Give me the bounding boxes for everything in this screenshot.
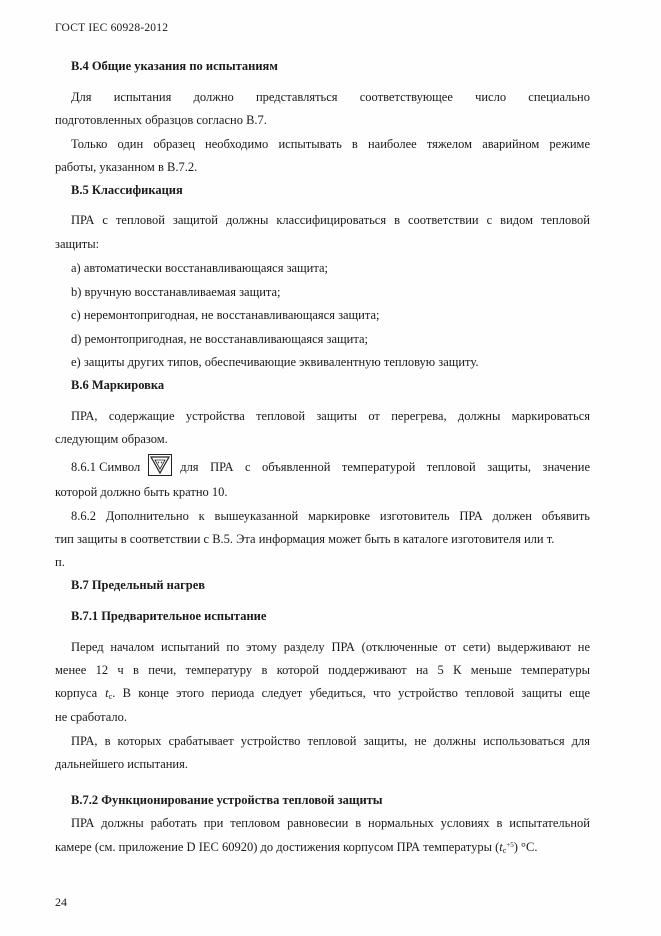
paragraph-line: ПРА с тепловой защитой должны классифицироваться в соответствии с видом тепловой — [71, 213, 590, 227]
paragraph-line: дальнейшего испытания. — [55, 757, 188, 771]
paragraph-line-temperature — [55, 840, 538, 855]
paragraph-line: 8.6.2 Дополнительно к вышеуказанной маркировке изготовитель ПРА должен объявить — [71, 509, 590, 523]
document-header: ГОСТ IEC 60928-2012 — [55, 22, 169, 34]
paragraph-line-tc — [55, 686, 590, 701]
subsection-title-b72: В.7.2 Функционирование устройства тепловой защиты — [71, 793, 383, 807]
text-fragment: . В конце этого периода следует убедиться, что устройство тепловой защиты еще — [112, 686, 590, 700]
section-title-b5: В.5 Классификация — [71, 183, 183, 197]
temperature-subscript: c — [108, 692, 113, 701]
list-item: b) вручную восстанавливаемая защита; — [71, 285, 281, 299]
temperature-tolerance: +5 — [506, 841, 514, 849]
symbol-line — [71, 456, 590, 478]
paragraph-line: тип защиты в соответствии с В.5. Эта информация может быть в каталоге изготовителя или т. — [55, 532, 555, 546]
thermal-protection-triangle-icon — [148, 454, 172, 476]
text-fragment: камере (см. приложение D IEC 60920) до достижения корпусом ПРА температуры ( — [55, 840, 500, 854]
list-item: e) защиты других типов, обеспечивающие эквивалентную тепловую защиту. — [71, 355, 479, 369]
paragraph-line: не сработало. — [55, 710, 128, 724]
text-fragment: ) °С. — [513, 840, 538, 854]
list-item: d) ремонтопригодная, не восстанавливающаяся защита; — [71, 332, 368, 346]
paragraph-line: Только один образец необходимо испытывать в наиболее тяжелом аварийном режиме — [71, 137, 590, 151]
paragraph-line: Для испытания должно представляться соответствующее число специально — [71, 90, 590, 104]
paragraph-line: п. — [55, 555, 65, 569]
temperature-variable: t — [105, 686, 109, 700]
list-item: a) автоматически восстанавливающаяся защита; — [71, 261, 329, 275]
text-fragment: корпуса — [55, 686, 98, 700]
section-title-b6: В.6 Маркировка — [71, 378, 165, 392]
temperature-variable: t — [499, 840, 503, 854]
list-item: c) неремонтопригодная, не восстанавливающаяся защита; — [71, 308, 380, 322]
symbol-line-post: для ПРА с объявленной температурой тепловой защиты, значение — [180, 459, 590, 474]
symbol-line-pre: 8.6.1 Символ — [71, 459, 141, 474]
paragraph-line: менее 12 ч в печи, температуру в которой поддерживают на 5 К меньше температуры — [55, 663, 590, 677]
paragraph-line: следующим образом. — [55, 432, 168, 446]
paragraph-line: подготовленных образцов согласно В.7. — [55, 113, 267, 127]
paragraph-line: ПРА должны работать при тепловом равновесии в нормальных условиях в испытательной — [71, 816, 590, 830]
paragraph-line: ПРА, содержащие устройства тепловой защиты от перегрева, должны маркироваться — [71, 409, 590, 423]
page-number: 24 — [55, 895, 67, 909]
subsection-title-b71: В.7.1 Предварительное испытание — [71, 609, 267, 623]
paragraph-line: которой должно быть кратно 10. — [55, 485, 228, 499]
section-title-b7: В.7 Предельный нагрев — [71, 578, 206, 592]
section-title-b4: В.4 Общие указания по испытаниям — [71, 59, 278, 73]
temperature-subscript: c — [502, 846, 507, 855]
paragraph-line: защиты: — [55, 237, 100, 251]
paragraph-line: работы, указанном в В.7.2. — [55, 160, 198, 174]
paragraph-line: Перед началом испытаний по этому разделу ПРА (отключенные от сети) выдерживают не — [71, 640, 590, 654]
paragraph-line: ПРА, в которых срабатывает устройство тепловой защиты, не должны использоваться для — [71, 734, 590, 748]
